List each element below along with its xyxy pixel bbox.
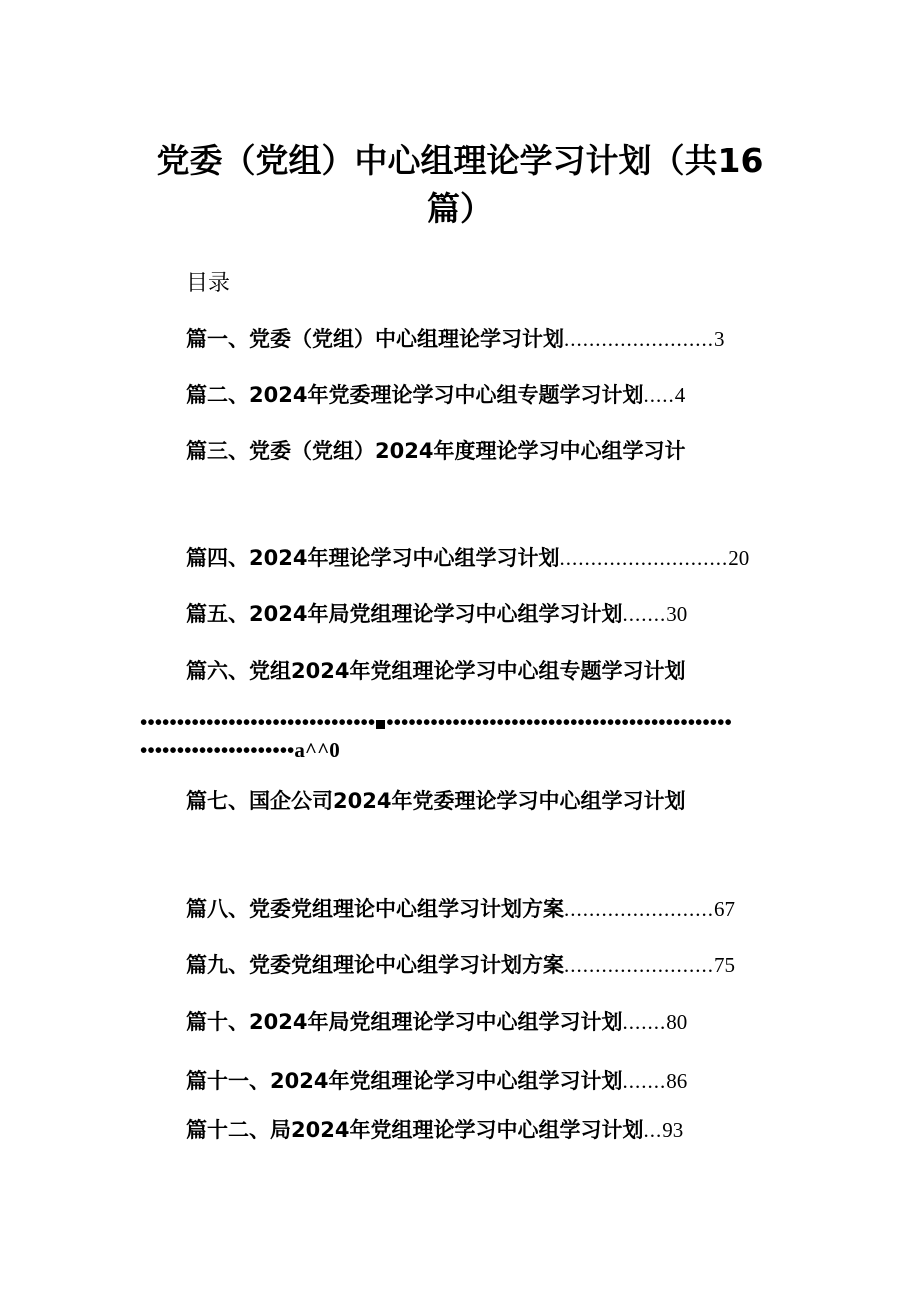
toc-entry-page: 20: [728, 546, 750, 570]
toc-entry-leader: .......: [622, 602, 667, 626]
toc-entry-leader: ........................: [564, 953, 714, 977]
toc-entry-9[interactable]: [186, 950, 735, 980]
toc-entry-leader: .......: [622, 1010, 667, 1034]
dot-leader-part: •••••••••••••••••••••••••••••••••••••••••••••••: [386, 710, 732, 734]
toc-entry-5[interactable]: [186, 599, 687, 629]
toc-entry-label: 篇八、党委党组理论中心组学习计划方案: [186, 897, 564, 921]
toc-entry-12[interactable]: [186, 1115, 683, 1145]
toc-entry-leader: ...: [643, 1118, 663, 1142]
toc-heading: 目录: [186, 271, 231, 296]
toc-entry-page: 67: [714, 897, 735, 921]
toc-entry-7[interactable]: [186, 786, 685, 816]
toc-entry-10[interactable]: [186, 1007, 687, 1037]
toc-entry-label: 篇十二、局2024年党组理论学习中心组学习计划: [186, 1118, 644, 1142]
toc-entry-page: 93: [662, 1118, 684, 1142]
toc-entry-label: 篇五、2024年局党组理论学习中心组学习计划: [186, 602, 623, 626]
toc-entry-leader: .......: [622, 1069, 667, 1093]
toc-entry-4[interactable]: [186, 543, 749, 573]
toc-entry-label: 篇六、党组2024年党组理论学习中心组专题学习计划: [186, 659, 686, 683]
toc-entry-1[interactable]: [186, 324, 725, 354]
dot-leader-part: ••••••••••••••••••••••••••••••••: [140, 710, 376, 734]
toc-entry-3[interactable]: [186, 436, 685, 466]
toc-entry-leader: ........................: [564, 897, 714, 921]
toc-entry-page: 4: [674, 383, 686, 407]
toc-entry-page: 3: [714, 327, 725, 351]
toc-entry-label: 篇七、国企公司2024年党委理论学习中心组学习计划: [186, 789, 686, 813]
toc-entry-leader: .....: [643, 383, 675, 407]
dot-leader-part: •••••••••••••••••••••: [140, 738, 295, 762]
toc-entry-6[interactable]: [186, 656, 685, 686]
toc-entry-label: 篇一、党委（党组）中心组理论学习计划: [186, 327, 564, 351]
dot-leader-line-2: [140, 735, 340, 765]
square-marker-icon: [376, 720, 385, 729]
toc-entry-label: 篇二、2024年党委理论学习中心组专题学习计划: [186, 383, 644, 407]
toc-entry-leader: ...........................: [559, 546, 729, 570]
toc-entry-8[interactable]: [186, 894, 735, 924]
dot-leader-line-1: [140, 707, 732, 737]
garbled-page-ref: a^^0: [294, 738, 340, 762]
toc-entry-label: 篇九、党委党组理论中心组学习计划方案: [186, 953, 564, 977]
toc-entry-label: 篇四、2024年理论学习中心组学习计划: [186, 546, 560, 570]
toc-entry-page: 30: [666, 602, 688, 626]
document-title-line-2: 篇）: [427, 189, 493, 228]
toc-entry-label: 篇十一、2024年党组理论学习中心组学习计划: [186, 1069, 623, 1093]
toc-entry-label: 篇三、党委（党组）2024年度理论学习中心组学习计: [186, 439, 686, 463]
toc-entry-2[interactable]: [186, 380, 685, 410]
toc-entry-label: 篇十、2024年局党组理论学习中心组学习计划: [186, 1010, 623, 1034]
toc-entry-11[interactable]: [186, 1066, 687, 1096]
document-title-line-1: 党委（党组）中心组理论学习计划（共16: [156, 141, 764, 180]
toc-entry-page: 86: [666, 1069, 688, 1093]
toc-entry-leader: ........................: [564, 327, 714, 351]
toc-entry-page: 80: [666, 1010, 688, 1034]
toc-entry-page: 75: [714, 953, 735, 977]
